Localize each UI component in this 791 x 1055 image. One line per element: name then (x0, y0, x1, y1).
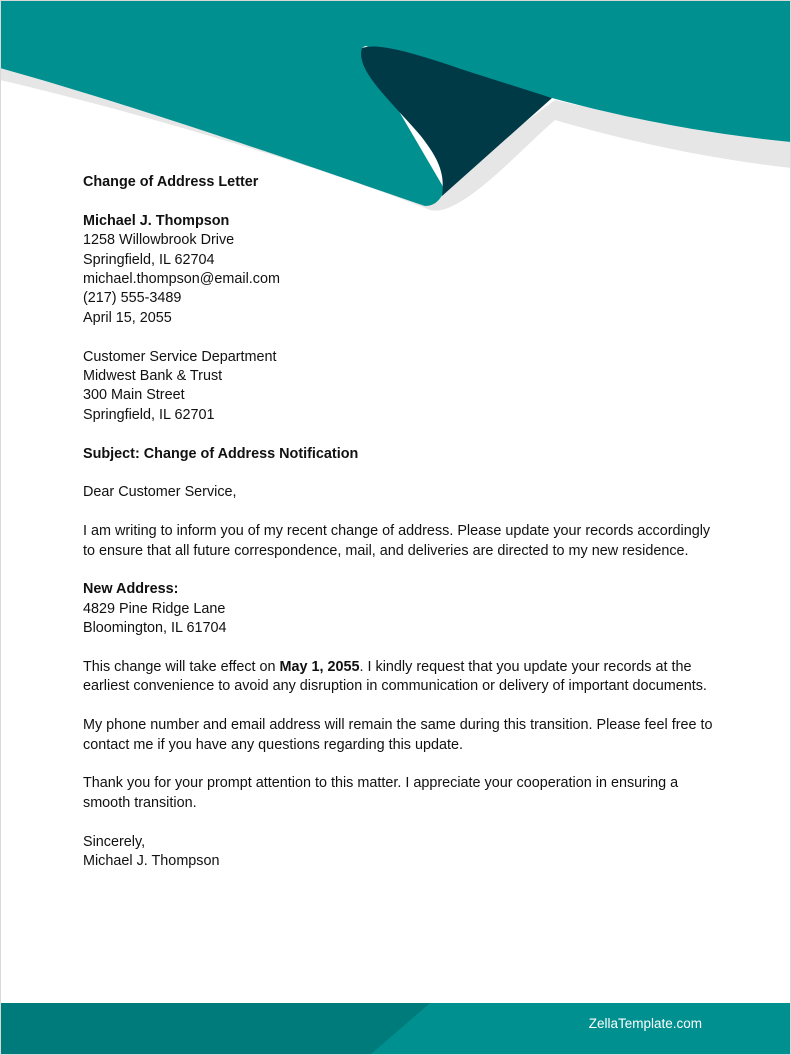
letter-salutation: Dear Customer Service, (83, 484, 237, 501)
sender-name: Michael J. Thompson (83, 212, 230, 229)
new-address-street: 4829 Pine Ridge Lane (83, 600, 226, 617)
recipient-company: Midwest Bank & Trust (83, 368, 223, 385)
sender-city: Springfield, IL 62704 (83, 251, 215, 268)
letter-body (83, 173, 713, 891)
paragraph-4: Thank you for your prompt attention to this matter. I appreciate your cooperation in ensuring a smooth transition. (83, 775, 679, 811)
new-address-label: New Address: (83, 581, 179, 598)
effective-date: May 1, 2055 (279, 659, 360, 676)
paragraph-3: My phone number and email address will remain the same during this transition. Please feel free to contact me if you have any questions regarding this update. (83, 717, 713, 753)
paragraph-2-after: . I kindly request that you update your records at the earliest convenience to avoid any disruption in communication or delivery of important documents. (83, 659, 707, 695)
recipient-city: Springfield, IL 62701 (83, 406, 215, 423)
paragraph-2 (83, 658, 713, 697)
closing-block (83, 833, 713, 872)
sender-email: michael.thompson@email.com (83, 271, 280, 288)
footer-light-band (370, 1003, 791, 1055)
footer-site-name: ZellaTemplate.com (588, 1016, 702, 1031)
sender-phone: (217) 555-3489 (83, 290, 182, 307)
new-address-city: Bloomington, IL 61704 (83, 620, 227, 637)
letter-title: Change of Address Letter (83, 174, 259, 190)
signature-name: Michael J. Thompson (83, 853, 220, 870)
sender-street: 1258 Willowbrook Drive (83, 232, 235, 249)
recipient-block (83, 348, 713, 426)
letter-closing: Sincerely, (83, 833, 146, 850)
recipient-street: 300 Main Street (83, 387, 185, 404)
sender-block (83, 212, 713, 328)
letter-subject: Subject: Change of Address Notification (83, 445, 359, 462)
paragraph-1: I am writing to inform you of my recent change of address. Please update your records accordingly to ensure that all future correspondence, mail, and deliveries are directed to my new residence. (83, 523, 711, 559)
recipient-department: Customer Service Department (83, 348, 277, 365)
new-address-block (83, 580, 713, 638)
letter-date: April 15, 2055 (83, 309, 172, 326)
paragraph-2-before: This change will take effect on (83, 659, 280, 676)
